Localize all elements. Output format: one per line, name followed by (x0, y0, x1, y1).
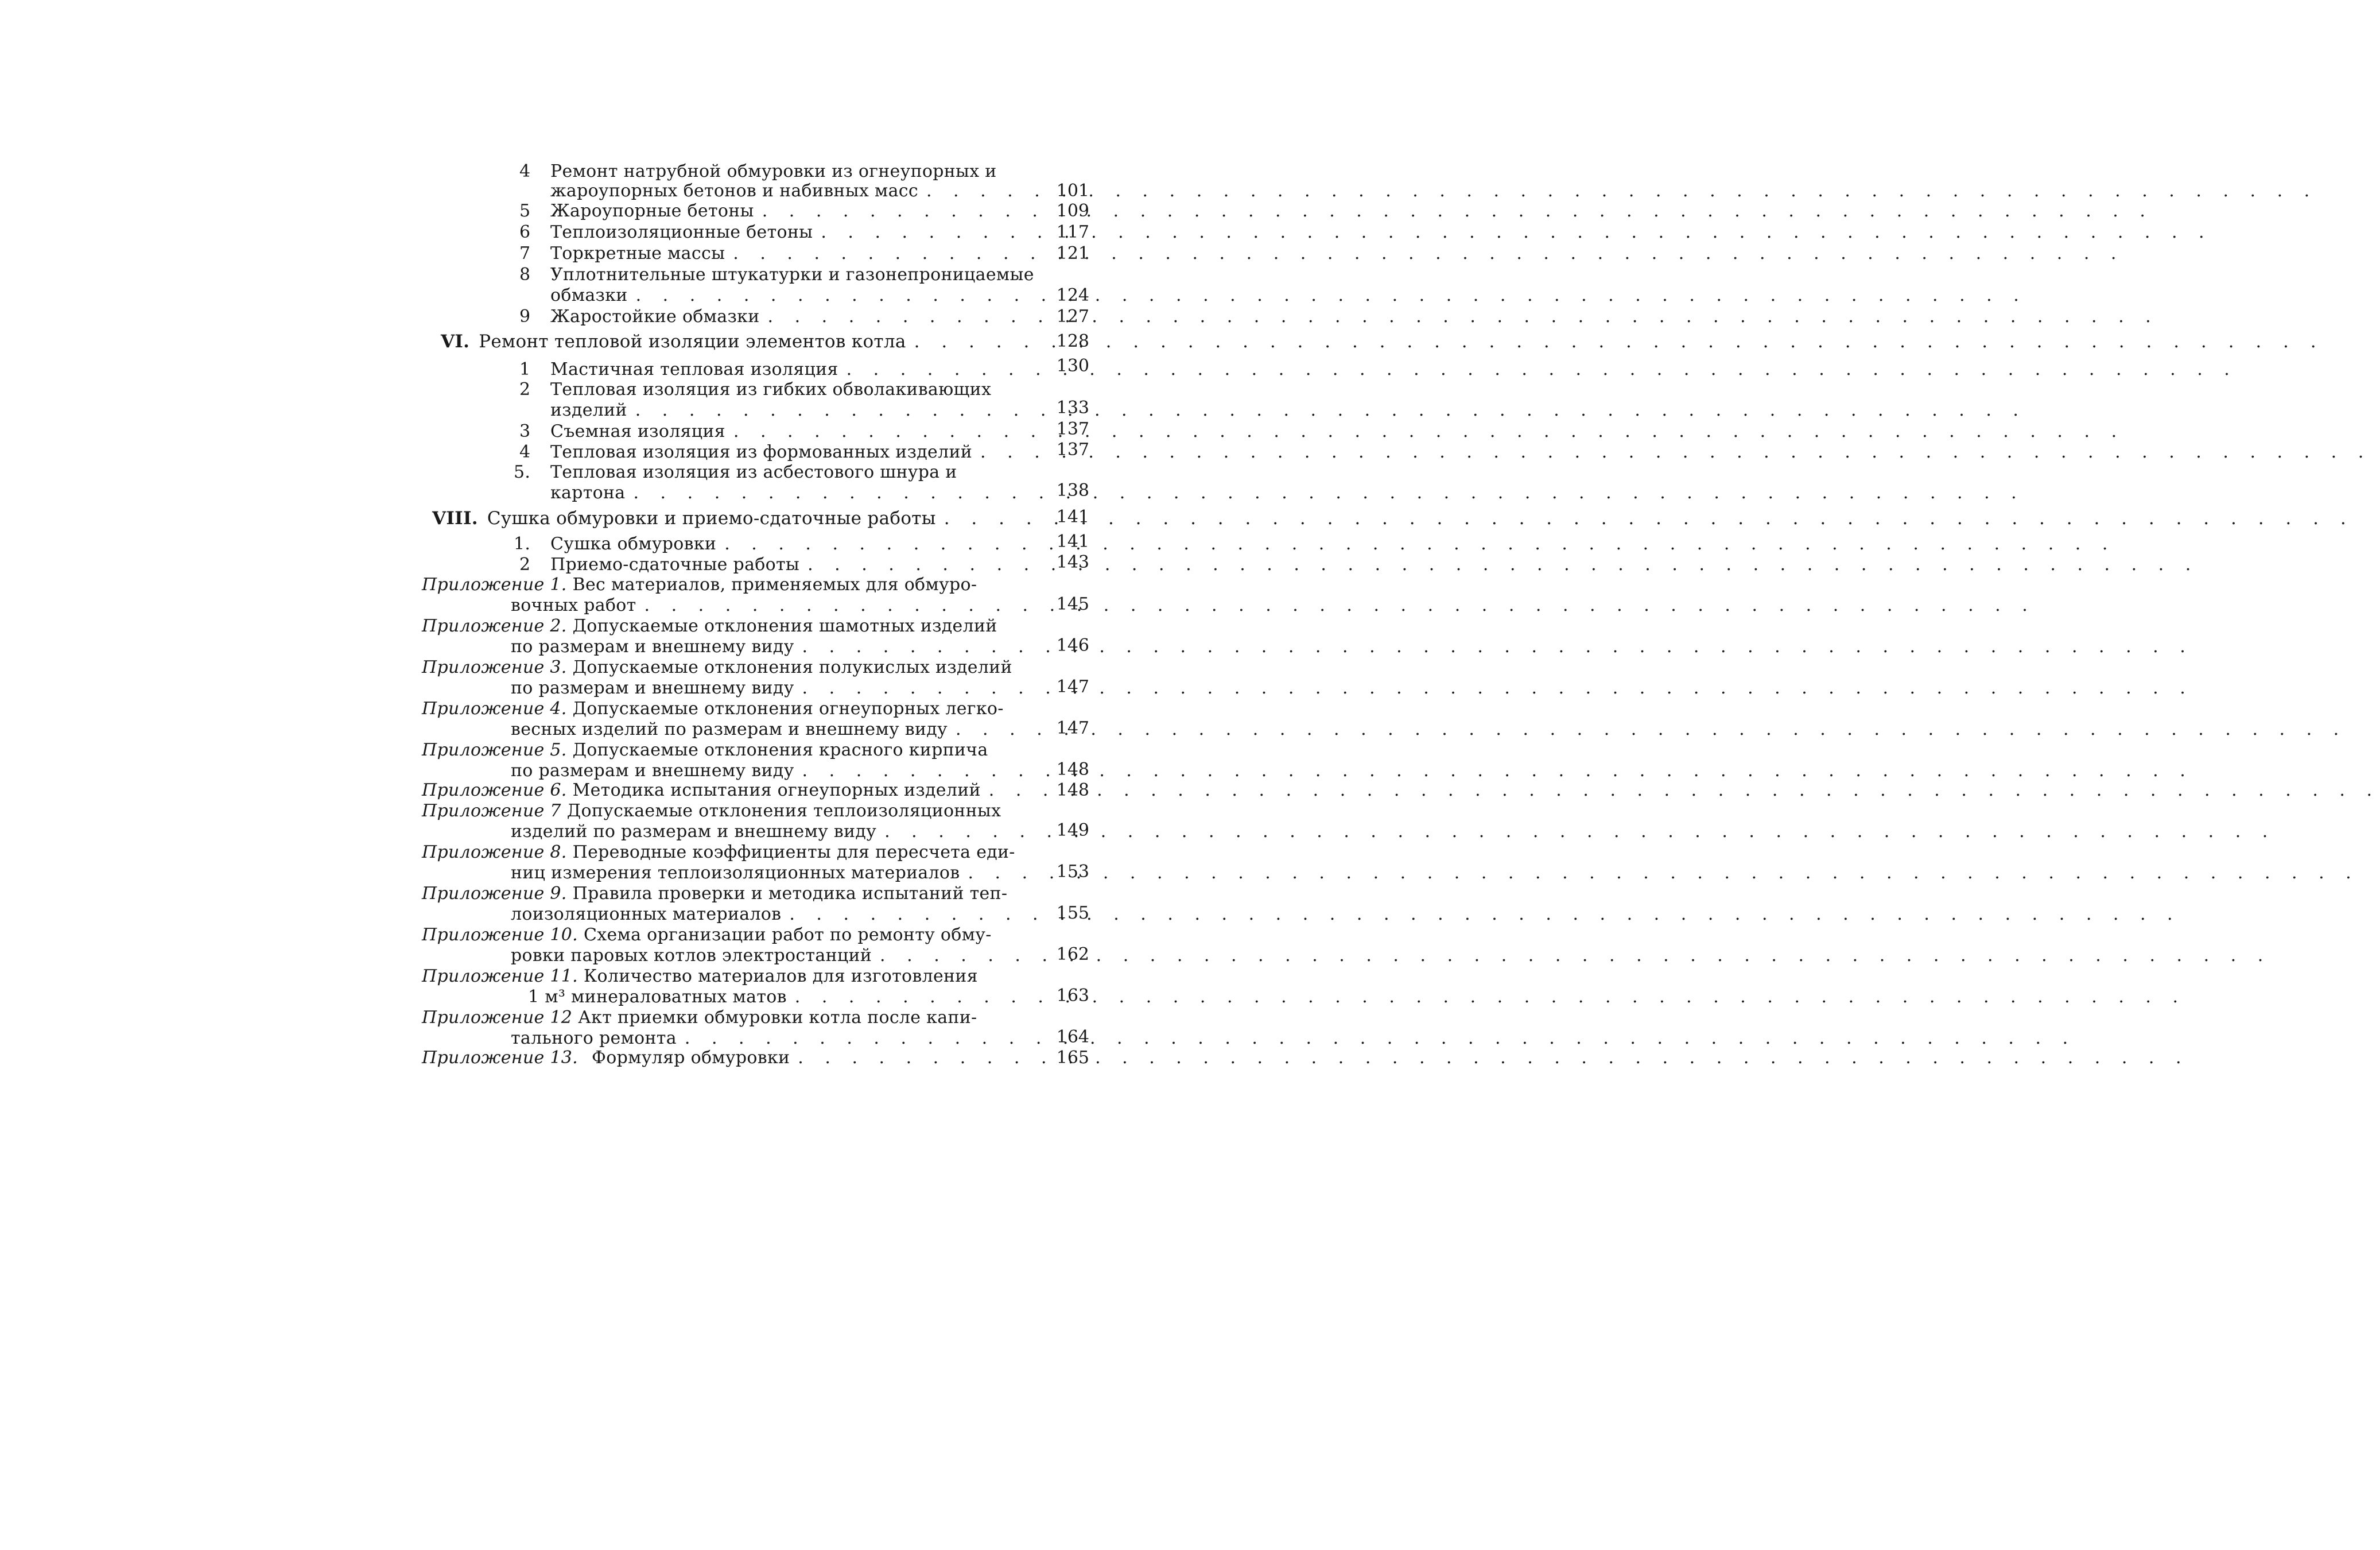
page-number: 149 (1056, 820, 1089, 840)
dot-leader (787, 986, 2186, 1008)
dot-leader (760, 306, 2159, 328)
page-number: 148 (1056, 780, 1089, 800)
appendix-title: Допускаемые отклонения шамотных изделий (572, 616, 997, 636)
appendix-label: Приложение 13. (422, 1048, 578, 1068)
dot-leader (838, 359, 2238, 381)
toc-entry-continuation (550, 180, 1047, 202)
entry-title: Съемная изоляция (550, 421, 725, 441)
entry-title: Жароупорные бетоны (550, 201, 754, 221)
page-number: 145 (1056, 594, 1089, 614)
appendix-title: изделий по размерам и внешнему виду (511, 822, 877, 842)
dot-leader (627, 400, 2026, 421)
appendix-title: по размерам и внешнему виду (511, 761, 794, 781)
toc-entry (519, 306, 1047, 328)
dot-leader (981, 780, 2380, 801)
appendix-label: Приложение 5. (422, 740, 567, 760)
appendix-title: Допускаемые отклонения красного кирпича (572, 740, 988, 760)
page-number: 153 (1056, 862, 1089, 882)
appendix-title: ниц измерения теплоизоляционных материалов (511, 863, 960, 883)
toc-appendix-continuation (511, 595, 1047, 617)
entry-number: 2 (519, 379, 531, 400)
page-number: 147 (1056, 718, 1089, 738)
entry-title: Мастичная тепловая изоляция (550, 359, 838, 379)
page-number: 137 (1056, 419, 1089, 439)
page-number: 164 (1056, 1027, 1089, 1047)
dot-leader (936, 507, 2354, 529)
page-number: 124 (1056, 285, 1089, 305)
page-number: 121 (1056, 243, 1089, 264)
toc-entry (519, 222, 1047, 243)
entry-title: Торкретные массы (550, 243, 725, 264)
toc-entry (514, 462, 1047, 483)
dot-leader (918, 180, 2317, 202)
appendix-label: Приложение 4. (422, 699, 567, 719)
page-number: 137 (1056, 440, 1089, 460)
entry-title: Жаростойкие обмазки (550, 307, 760, 327)
entry-title: Тепловая изоляция из формованных изделий (550, 442, 973, 462)
page-number: 127 (1056, 307, 1089, 327)
dot-leader (636, 595, 2036, 617)
entry-number: 5. (514, 462, 531, 482)
entry-number: 8 (519, 265, 531, 285)
toc-entry (519, 554, 1047, 576)
toc-entry-continuation (550, 285, 1047, 307)
dot-leader (813, 222, 2212, 243)
toc-chapter (441, 331, 1047, 352)
appendix-label: Приложение 1. (422, 575, 567, 595)
toc-appendix-continuation (511, 677, 1047, 699)
toc-appendix (422, 780, 1047, 801)
entry-number: 7 (519, 243, 531, 264)
appendix-title: 1 м³ минераловатных матов (528, 987, 787, 1007)
toc-appendix (422, 924, 1047, 946)
appendix-title: Допускаемые отклонения теплоизоляционных (566, 801, 1001, 821)
appendix-title: Количество материалов для изготовления (584, 966, 978, 986)
entry-number: 1 (519, 359, 531, 379)
appendix-title: Вес материалов, применяемых для обмуро- (572, 575, 977, 595)
toc-entry (519, 200, 1047, 222)
dot-leader (794, 760, 2193, 782)
toc-appendix-continuation (511, 760, 1047, 782)
toc-appendix-continuation (511, 719, 1047, 741)
toc-entry-continuation (550, 482, 1047, 504)
toc-entry (519, 379, 1047, 401)
appendix-title: Правила проверки и методика испытаний теп- (572, 884, 1008, 904)
dot-leader (754, 200, 2153, 222)
toc-chapter (432, 507, 1047, 529)
appendix-title: ровки паровых котлов электростанций (511, 946, 872, 966)
dot-leader (725, 421, 2125, 443)
toc-entry (519, 441, 1047, 463)
page-number: 130 (1056, 356, 1089, 376)
page-number: 109 (1056, 201, 1089, 221)
dot-leader (972, 441, 2371, 463)
dot-leader (781, 904, 2180, 925)
entry-title: изделий (550, 400, 627, 420)
appendix-title: Методика испытания огнеупорных изделий (572, 780, 981, 800)
page-number: 141 (1056, 532, 1089, 552)
entry-number: 9 (519, 307, 531, 327)
entry-number: 5 (519, 201, 531, 221)
appendix-title: по размерам и внешнему виду (511, 637, 794, 657)
toc-appendix (422, 657, 1047, 679)
toc-appendix-continuation (528, 986, 1047, 1008)
page-number: 133 (1056, 398, 1089, 418)
toc-entry-continuation (550, 400, 1047, 421)
appendix-title: тального ремонта (511, 1028, 677, 1048)
toc-entry (519, 421, 1047, 443)
toc-appendix (422, 1007, 1047, 1029)
page-number: 128 (1056, 331, 1089, 351)
page-number: 162 (1056, 944, 1089, 964)
appendix-title: Акт приемки обмуровки котла после капи- (578, 1008, 977, 1028)
entry-title: Уплотнительные штукатурки и газонепроницаемые (550, 265, 1034, 285)
appendix-title: Схема организации работ по ремонту обму- (584, 925, 992, 945)
toc-entry (519, 243, 1047, 265)
toc-appendix (422, 883, 1047, 905)
page-number: 165 (1056, 1048, 1089, 1068)
toc-appendix-continuation (511, 636, 1047, 658)
dot-leader (677, 1028, 2076, 1049)
chapter-number: VIII. (432, 508, 478, 529)
entry-number: 4 (519, 442, 531, 462)
entry-title: Тепловая изоляция из гибких обволакивающих (550, 379, 992, 400)
page-number: 101 (1056, 181, 1089, 201)
toc-entry (514, 533, 1047, 555)
dot-leader (906, 331, 2324, 352)
page-number: 146 (1056, 636, 1089, 656)
chapter-title: Ремонт тепловой изоляции элементов котла (479, 331, 906, 352)
entry-title: Тепловая изоляция из асбестового шнура и (550, 462, 957, 482)
toc-entry (519, 264, 1047, 286)
page-number: 143 (1056, 552, 1089, 572)
appendix-label: Приложение 7 (422, 801, 561, 821)
appendix-title: по размерам и внешнему виду (511, 678, 794, 698)
page-number: 147 (1056, 677, 1089, 697)
entry-title: картона (550, 483, 626, 503)
entry-title: Ремонт натрубной обмуровки из огнеупорных и (550, 161, 997, 181)
chapter-number: VI. (441, 331, 470, 352)
entry-title: Приемо-сдаточные работы (550, 555, 800, 575)
entry-number: 6 (519, 222, 531, 242)
page-number: 141 (1056, 507, 1089, 527)
appendix-label: Приложение 10. (422, 925, 578, 945)
entry-title: Сушка обмуровки (550, 534, 717, 554)
appendix-label: Приложение 9. (422, 884, 567, 904)
appendix-title: Формуляр обмуровки (592, 1048, 790, 1068)
page-number: 138 (1056, 480, 1089, 501)
appendix-title: Переводные коэффициенты для пересчета еди- (572, 842, 1015, 862)
dot-leader (790, 1047, 2189, 1069)
toc-appendix (422, 800, 1047, 822)
appendix-label: Приложение 6. (422, 780, 567, 800)
entry-number: 2 (519, 555, 531, 575)
appendix-label: Приложение 11. (422, 966, 578, 986)
dot-leader (960, 862, 2359, 884)
appendix-title: вочных работ (511, 595, 636, 615)
page-number: 155 (1056, 903, 1089, 923)
dot-leader (948, 719, 2347, 741)
appendix-title: Допускаемые отклонения полукислых изделий (572, 657, 1012, 677)
appendix-label: Приложение 3. (422, 657, 567, 677)
entry-title: жароупорных бетонов и набивных масс (550, 181, 918, 201)
entry-number: 3 (519, 421, 531, 441)
dot-leader (794, 677, 2193, 699)
toc-appendix-continuation (511, 904, 1047, 925)
page-number: 148 (1056, 760, 1089, 780)
appendix-title: лоизоляционных материалов (511, 904, 782, 924)
dot-leader (716, 533, 2115, 555)
entry-title: Теплоизоляционные бетоны (550, 222, 813, 242)
appendix-title: Допускаемые отклонения огнеупорных легко- (572, 699, 1004, 719)
toc-appendix (422, 842, 1047, 863)
entry-title: обмазки (550, 285, 628, 305)
appendix-label: Приложение 8. (422, 842, 567, 862)
dot-leader (628, 285, 2027, 307)
toc-appendix-continuation (511, 821, 1047, 843)
appendix-title: весных изделий по размерам и внешнему виду (511, 719, 948, 739)
appendix-label: Приложение 12 (422, 1008, 573, 1028)
toc-appendix (422, 698, 1047, 720)
toc-entry (519, 359, 1047, 381)
toc-appendix-continuation (511, 1028, 1047, 1049)
toc-appendix-continuation (511, 862, 1047, 884)
toc-appendix-continuation (511, 945, 1047, 967)
dot-leader (794, 636, 2193, 658)
toc-entry (519, 161, 1039, 183)
toc-appendix (422, 574, 1047, 596)
entry-number: 1. (514, 534, 531, 554)
toc-appendix (422, 966, 1047, 987)
chapter-title: Сушка обмуровки и приемо-сдаточные работы (487, 508, 936, 529)
dot-leader (799, 554, 2199, 576)
toc-appendix (422, 739, 1047, 761)
dot-leader (725, 243, 2124, 265)
entry-number: 4 (519, 161, 531, 181)
toc-appendix (422, 615, 1047, 637)
appendix-label: Приложение 2. (422, 616, 567, 636)
page-number: 163 (1056, 986, 1089, 1006)
page-number: 117 (1056, 222, 1089, 242)
dot-leader (625, 482, 2024, 504)
toc-appendix (422, 1047, 1047, 1069)
